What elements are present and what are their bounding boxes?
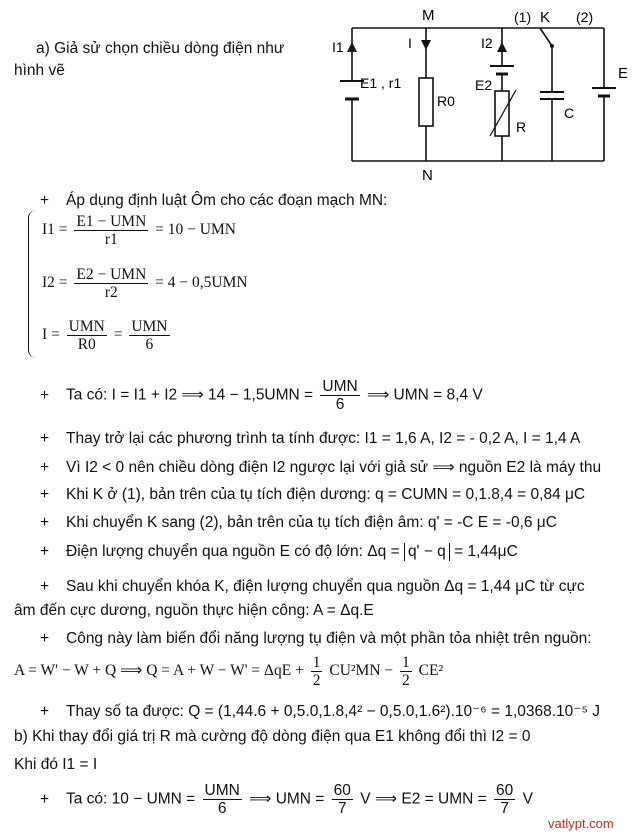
- line-vi: + Vì I2 < 0 nên chiều dòng điện I2 ngược lại với giả sử ⟹ nguồn E2 là máy thu: [40, 459, 602, 476]
- line-energy: A = W' − W + Q ⟹ Q = A + W − W' = ΔqE + $\frac{1}{2}$ CU²MN − $\frac{1}{2}$ CE²: [14, 654, 444, 689]
- line-thayso: + Thay số ta được: Q = (1,44.6 + 0,5.0,1.8,4² − 0,5.0,1.6²).10⁻⁶ = 1,0368.10⁻⁵ J: [40, 703, 600, 720]
- equation-i: I = $\frac{\text{UMN}}{R0}$ = $\frac{\text{UMN}}{6}$: [42, 318, 168, 353]
- label-i2: I2: [481, 35, 493, 51]
- intro-line-1: a) Giả sử chọn chiều dòng điện như: [36, 40, 285, 57]
- intro-line-2: hình vẽ: [14, 62, 65, 79]
- equation-i1: I1 = $\frac{\text{E1 − UMN}}{r1}$ = 10 − UMN: [42, 213, 236, 248]
- line-sau-2: âm đến cực dương, nguồn thực hiện công: A = Δq.E: [14, 602, 374, 619]
- line-sau-1: + Sau khi chuyển khóa K, điện lượng chuyển qua nguồn Δq = 1,44 μC từ cực: [40, 578, 585, 595]
- switch-k: [540, 28, 552, 46]
- watermark: vatlypt.com: [548, 816, 614, 831]
- ohm-heading: + Áp dụng định luật Ôm cho các đoạn mạch MN:: [40, 192, 388, 209]
- line-b1: b) Khi thay đổi giá trị R mà cường độ dòng điện qua E1 không đổi thì I2 = 0: [14, 728, 531, 745]
- line-final: + Ta có: 10 − UMN = $\frac{\text{UMN}}{6}$ ⟹ UMN = $\frac{60}{7}$ V ⟹ E2 = UMN = $\frac{60}{7}$ V: [40, 782, 533, 817]
- label-e: E: [618, 65, 629, 82]
- line-congnay: + Công này làm biến đổi năng lượng tụ điện và một phần tỏa nhiệt trên nguồn:: [40, 630, 592, 647]
- arrow-i: [421, 40, 431, 50]
- line-khik1: + Khi K ở (1), bản trên của tụ tích điện dương: q = CUMN = 0,1.8,4 = 0,84 μC: [40, 486, 586, 503]
- equation-i2: I2 = $\frac{\text{E2 − UMN}}{r2}$ = 4 − 0,5UMN: [42, 266, 248, 301]
- arrow-i2: [497, 42, 507, 52]
- label-c: C: [564, 105, 575, 121]
- circuit-diagram: [330, 6, 640, 186]
- label-e2: E2: [475, 77, 493, 93]
- line-dienluong: + Điện lượng chuyển qua nguồn E có độ lớn: Δq = q' − q = 1,44μC: [40, 543, 518, 560]
- label-i1: I1: [332, 39, 344, 55]
- line-khik2: + Khi chuyển K sang (2), bản trên của tụ tích điện âm: q' = -C E = -0,6 μC: [40, 514, 557, 531]
- line-b2: Khi đó I1 = I: [14, 756, 98, 773]
- label-pos1: (1): [514, 9, 532, 25]
- r-rheostat: [495, 91, 509, 136]
- label-r0: R0: [437, 93, 455, 109]
- r0-resistor: [419, 78, 433, 126]
- node-n: N: [422, 167, 433, 184]
- bullet: +: [40, 192, 50, 209]
- system-brace: [28, 210, 39, 358]
- label-k: K: [540, 9, 551, 26]
- line-thaytro: + Thay trở lại các phương trình ta tính được: I1 = 1,6 A, I2 = - 0,2 A, I = 1,4 A: [40, 430, 581, 447]
- label-e1: E1 , r1: [360, 75, 402, 91]
- label-i: I: [408, 35, 412, 51]
- node-m: M: [422, 7, 435, 24]
- label-r: R: [516, 119, 527, 135]
- arrow-i1: [347, 42, 357, 52]
- line-taco: + Ta có: I = I1 + I2 ⟹ 14 − 1,5UMN = $\frac{\text{UMN}}{6}$ ⟹ UMN = 8,4 V: [40, 378, 483, 413]
- label-pos2: (2): [576, 9, 594, 25]
